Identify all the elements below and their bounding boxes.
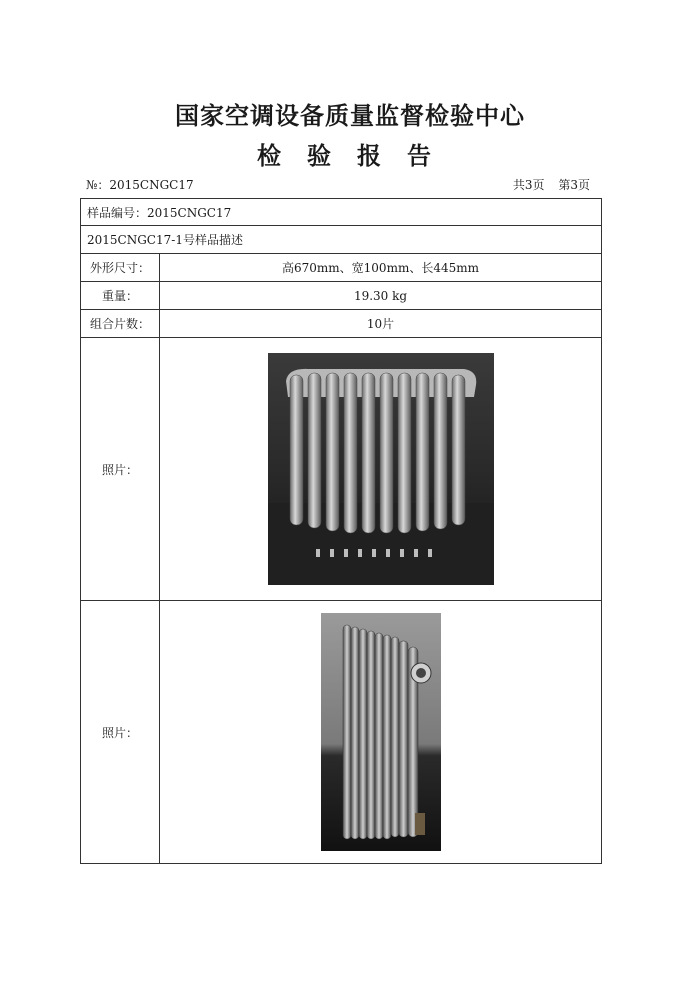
weight-row <box>81 282 602 310</box>
photo-row-2 <box>81 601 602 864</box>
report-table <box>80 198 602 864</box>
report-number: №：2015CNGC17 <box>86 178 194 192</box>
photo-cell-1 <box>160 338 602 601</box>
weight-value: 19.30 kg <box>160 282 602 310</box>
sample-desc-row <box>81 226 602 254</box>
dimensions-row <box>81 254 602 282</box>
radiator-front-photo <box>268 353 494 585</box>
photo-cell-2 <box>160 601 602 864</box>
weight-label: 重量： <box>81 282 160 310</box>
page-number: 第3页 <box>558 178 590 192</box>
sample-number: 样品编号：2015CNGC17 <box>81 199 602 226</box>
total-pages: 共3页 <box>512 178 545 192</box>
sections-label: 组合片数： <box>81 310 160 338</box>
sections-row <box>81 310 602 338</box>
report-title: 检验报告 <box>257 142 457 170</box>
org-title: 国家空调设备质量监督检验中心 <box>175 102 525 130</box>
page-info <box>513 176 590 193</box>
radiator-side-photo <box>321 613 441 851</box>
photo-row-1 <box>81 338 602 601</box>
photo-label-2: 照片： <box>81 601 160 864</box>
sections-value: 10片 <box>160 310 602 338</box>
sample-number-row <box>81 199 602 226</box>
dimensions-value: 高670mm、宽100mm、长445mm <box>160 254 602 282</box>
dimensions-label: 外形尺寸： <box>81 254 160 282</box>
photo-label-1: 照片： <box>81 338 160 601</box>
sample-description: 2015CNGC17-1号样品描述 <box>81 226 602 254</box>
